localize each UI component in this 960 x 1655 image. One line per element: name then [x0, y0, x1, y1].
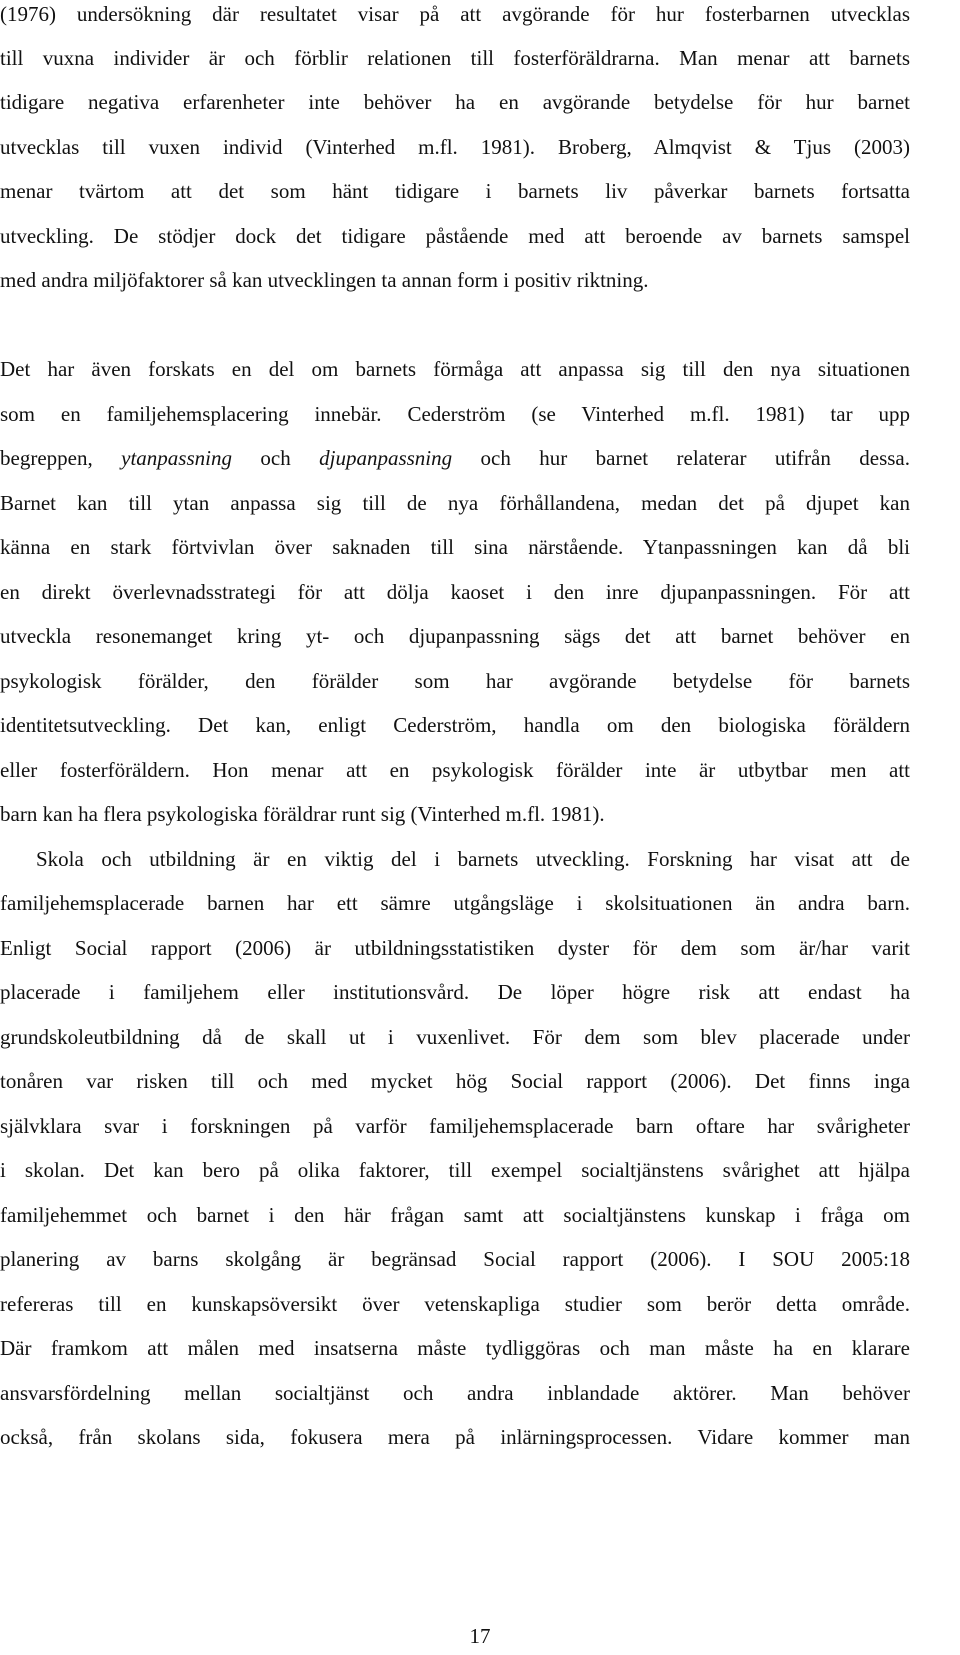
text-line: menar tvärtom att det som hänt tidigare i barnets liv påverkar barnets fortsatta [0, 179, 910, 203]
text-line: Skola och utbildning är en viktig del i barnets utveckling. Forskning har visat att de [36, 847, 910, 871]
text-line: Där framkom att målen med insatserna måste tydliggöras och man måste ha en klarare [0, 1336, 910, 1360]
term-ytanpassning: ytanpassning [121, 446, 232, 470]
text-segment: begreppen, [0, 446, 122, 470]
text-line: barn kan ha flera psykologiska föräldrar runt sig (Vinterhed m.fl. 1981). [0, 802, 605, 826]
text-line: eller fosterföräldern. Hon menar att en psykologisk förälder inte är utbytbar men att [0, 758, 910, 782]
text-line: familjehemsplacerade barnen har ett sämre utgångsläge i skolsituationen än andra barn. [0, 891, 910, 915]
text-line: refereras till en kunskapsöversikt över vetenskapliga studier som berör detta område. [0, 1292, 910, 1316]
text-line: familjehemmet och barnet i den här frågan samt att socialtjänstens kunskap i fråga om [0, 1203, 910, 1227]
text-line: utveckla resonemanget kring yt- och djupanpassning sägs det att barnet behöver en [0, 624, 910, 648]
text-line: ansvarsfördelning mellan socialtjänst och andra inblandade aktörer. Man behöver [0, 1381, 910, 1405]
text-line: med andra miljöfaktorer så kan utvecklingen ta annan form i positiv riktning. [0, 268, 649, 292]
page-number: 17 [469, 1624, 491, 1648]
text-segment: och [231, 446, 320, 470]
text-segment: och hur barnet relaterar utifrån dessa. [452, 446, 910, 470]
text-line: Det har även forskats en del om barnets förmåga att anpassa sig till den nya situationen [0, 357, 910, 381]
text-line: utveckling. De stödjer dock det tidigare påstående med att beroende av barnets samspel [0, 224, 910, 248]
text-line: i skolan. Det kan bero på olika faktorer, till exempel socialtjänstens svårighet att hjälpa [0, 1158, 910, 1182]
term-djupanpassning: djupanpassning [319, 446, 453, 470]
text-line: känna en stark förtvivlan över saknaden till sina närstående. Ytanpassningen kan då bli [0, 535, 910, 559]
text-line: till vuxna individer är och förblir relationen till fosterföräldrarna. Man menar att barnets [0, 46, 910, 70]
text-line: placerade i familjehem eller institutionsvård. De löper högre risk att endast ha [0, 980, 910, 1004]
text-line: Enligt Social rapport (2006) är utbildningsstatistiken dyster för dem som är/har varit [0, 936, 910, 960]
text-line: en direkt överlevnadsstrategi för att dölja kaoset i den inre djupanpassningen. För att [0, 580, 910, 604]
text-line: Barnet kan till ytan anpassa sig till de nya förhållandena, medan det på djupet kan [0, 491, 910, 515]
text-line: också, från skolans sida, fokusera mera på inlärningsprocessen. Vidare kommer man [0, 1425, 910, 1449]
text-line-with-terms [0, 436, 910, 480]
text-line: psykologisk förälder, den förälder som har avgörande betydelse för barnets [0, 669, 910, 693]
text-line: självklara svar i forskningen på varför familjehemsplacerade barn oftare har svårigheter [0, 1114, 910, 1138]
text-line: tonåren var risken till och med mycket hög Social rapport (2006). Det finns inga [0, 1069, 910, 1093]
text-line: planering av barns skolgång är begränsad Social rapport (2006). I SOU 2005:18 [0, 1247, 910, 1271]
text-line: identitetsutveckling. Det kan, enligt Cederström, handla om den biologiska föräldern [0, 713, 910, 737]
text-line: grundskoleutbildning då de skall ut i vuxenlivet. För dem som blev placerade under [0, 1025, 910, 1049]
text-line: som en familjehemsplacering innebär. Cederström (se Vinterhed m.fl. 1981) tar upp [0, 402, 910, 426]
text-line: (1976) undersökning där resultatet visar på att avgörande för hur fosterbarnen utvecklas [0, 2, 910, 26]
text-line: tidigare negativa erfarenheter inte behöver ha en avgörande betydelse för hur barnet [0, 90, 910, 114]
text-line: utvecklas till vuxen individ (Vinterhed m.fl. 1981). Broberg, Almqvist & Tjus (2003) [0, 135, 910, 159]
